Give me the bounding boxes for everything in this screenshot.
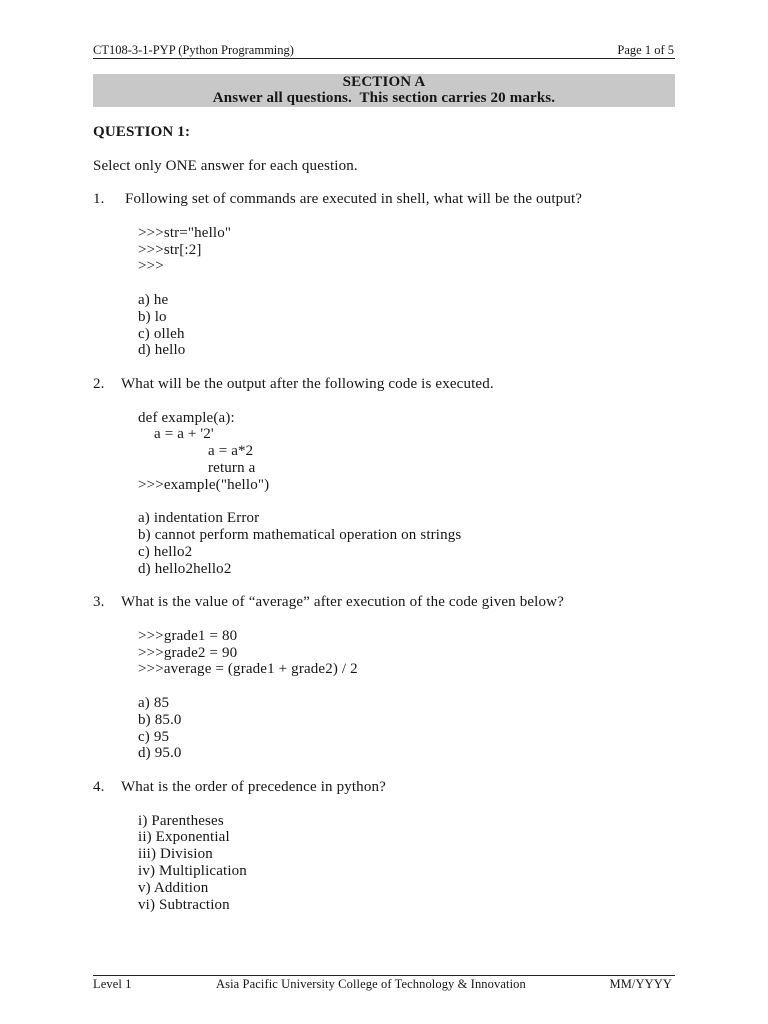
question-instruction: Select only ONE answer for each question. bbox=[93, 157, 358, 174]
answer-option: b) lo bbox=[138, 308, 167, 325]
question-prompt: What is the order of precedence in python? bbox=[121, 779, 386, 796]
page-header bbox=[93, 42, 675, 59]
question-item bbox=[93, 594, 675, 762]
question-prompt-row bbox=[93, 376, 675, 393]
code-line: return a bbox=[208, 459, 256, 476]
course-code: CT108-3-1-PYP (Python Programming) bbox=[93, 43, 294, 57]
question-prompt: What will be the output after the following code is executed. bbox=[121, 375, 494, 392]
answer-options bbox=[93, 695, 675, 762]
answer-option: c) olleh bbox=[138, 325, 185, 342]
question-item bbox=[93, 779, 675, 913]
question-number: 1. bbox=[93, 191, 105, 208]
question-prompt-row bbox=[93, 779, 675, 796]
section-instructions: Answer all questions. This section carries 20 marks. bbox=[212, 90, 556, 107]
footer-date: MM/YYYY bbox=[609, 977, 672, 991]
question-number: 3. bbox=[93, 594, 105, 611]
answer-option: a) he bbox=[138, 291, 169, 308]
code-block bbox=[93, 628, 675, 678]
answer-options bbox=[93, 510, 675, 577]
question-number: 4. bbox=[93, 779, 105, 796]
list-item: ii) Exponential bbox=[138, 829, 230, 846]
footer-institution: Asia Pacific University College of Technology & Innovation bbox=[216, 977, 526, 991]
section-banner bbox=[93, 74, 675, 108]
section-title: SECTION A bbox=[342, 73, 426, 90]
answer-option: d) 95.0 bbox=[138, 745, 182, 762]
code-line: def example(a): bbox=[138, 409, 235, 426]
answer-option: d) hello bbox=[138, 342, 186, 359]
precedence-list bbox=[93, 813, 675, 914]
list-item: iv) Multiplication bbox=[138, 863, 247, 880]
question-prompt-row bbox=[93, 594, 675, 611]
code-line: a = a*2 bbox=[208, 443, 254, 460]
list-item: v) Addition bbox=[138, 879, 209, 896]
question-prompt: What is the value of “average” after execution of the code given below? bbox=[121, 594, 564, 611]
code-line: >>>example("hello") bbox=[138, 476, 270, 493]
answer-option: b) cannot perform mathematical operation on strings bbox=[138, 527, 462, 544]
page-footer bbox=[93, 975, 675, 993]
code-line: >>>grade2 = 90 bbox=[138, 644, 238, 661]
question-number: 2. bbox=[93, 375, 105, 392]
question-prompt: Following set of commands are executed in shell, what will be the output? bbox=[125, 191, 583, 208]
question-heading: QUESTION 1: bbox=[93, 123, 191, 140]
code-block bbox=[93, 410, 675, 494]
code-line: >>> bbox=[138, 258, 164, 275]
list-item: i) Parentheses bbox=[138, 812, 224, 829]
page-number: Page 1 of 5 bbox=[617, 43, 674, 57]
question-item bbox=[93, 376, 675, 578]
question-prompt-row bbox=[93, 191, 675, 208]
code-block bbox=[93, 225, 675, 275]
answer-option: c) 95 bbox=[138, 728, 170, 745]
answer-option: a) indentation Error bbox=[138, 510, 260, 527]
code-line: a = a + '2' bbox=[154, 426, 214, 443]
list-item: vi) Subtraction bbox=[138, 896, 230, 913]
answer-option: d) hello2hello2 bbox=[138, 560, 232, 577]
answer-option: b) 85.0 bbox=[138, 711, 182, 728]
question-item bbox=[93, 191, 675, 359]
page-body bbox=[93, 74, 675, 931]
code-line: >>>average = (grade1 + grade2) / 2 bbox=[138, 661, 358, 678]
code-line: >>>grade1 = 80 bbox=[138, 627, 238, 644]
footer-level: Level 1 bbox=[93, 977, 132, 991]
list-item: iii) Division bbox=[138, 846, 213, 863]
answer-option: a) 85 bbox=[138, 695, 170, 712]
code-line: >>>str[:2] bbox=[138, 241, 202, 258]
code-line: >>>str="hello" bbox=[138, 224, 232, 241]
answer-options bbox=[93, 292, 675, 359]
answer-option: c) hello2 bbox=[138, 543, 193, 560]
